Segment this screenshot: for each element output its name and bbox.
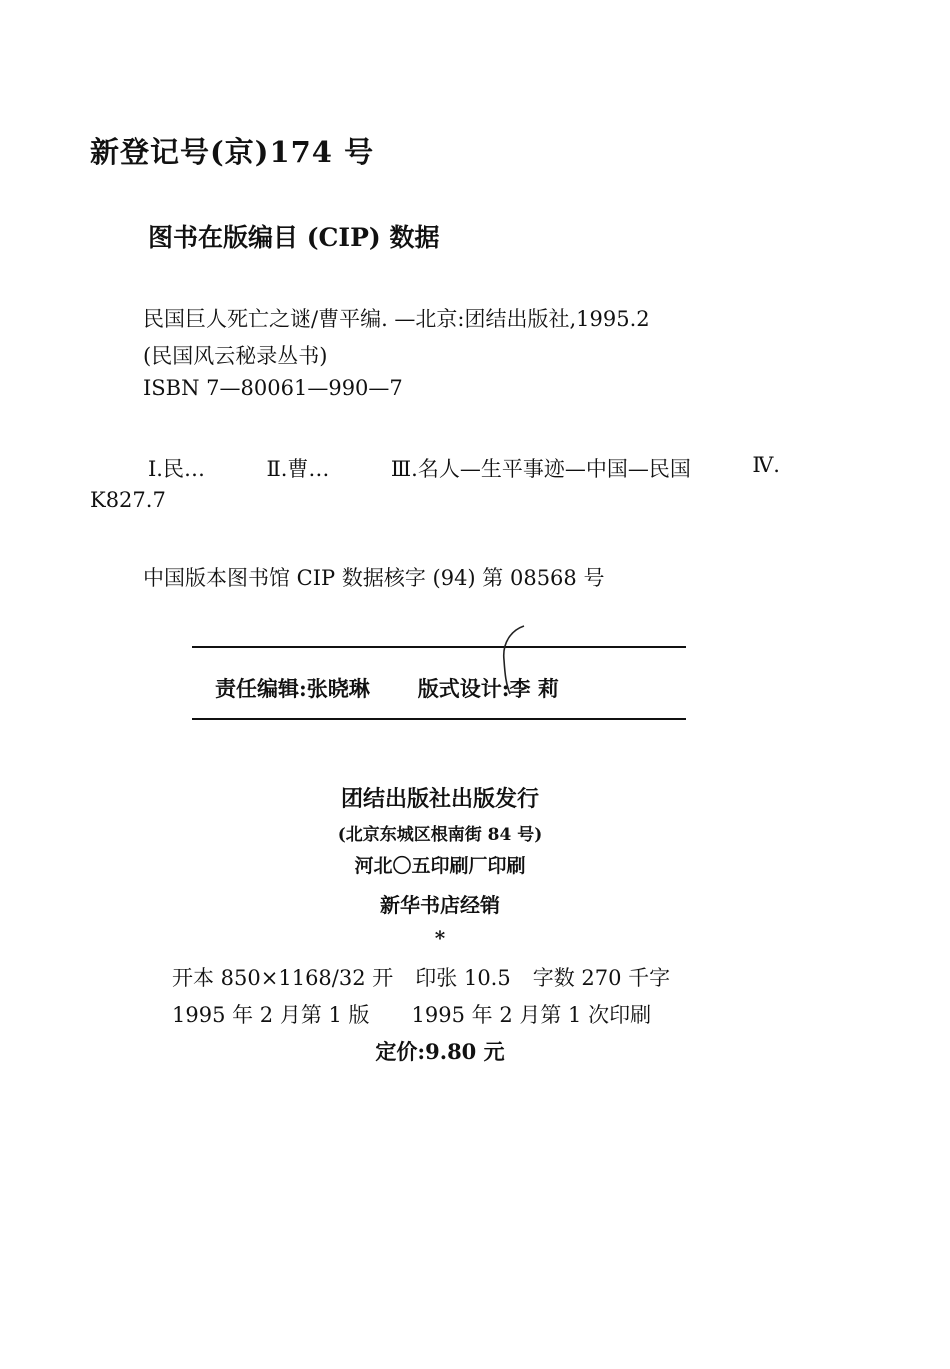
printing-date: 1995 年 2 月第 1 次印刷 [411, 1003, 652, 1027]
cip-class-code: K827.7 [90, 488, 166, 512]
layout-designer: 版式设计:李 莉 [417, 676, 559, 701]
top-divider [192, 646, 686, 648]
separator-asterisk: * [434, 926, 446, 950]
printed-sheets: 印张 10.5 [415, 966, 511, 990]
class-item-4: Ⅳ. [752, 453, 780, 477]
responsible-editor: 责任编辑:张晓琳 [215, 676, 370, 701]
bottom-divider [192, 718, 686, 720]
printer-line: 河北〇五印刷厂印刷 [354, 855, 526, 877]
registration-number: 新登记号(京)174 号 [90, 135, 375, 169]
edition-line [172, 999, 651, 1029]
publisher-address: (北京东城区根南街 84 号) [337, 825, 543, 845]
class-item-1: Ⅰ.民… [148, 457, 205, 481]
publisher-line: 团结出版社出版发行 [340, 786, 539, 812]
class-item-2: Ⅱ.曹… [266, 457, 330, 481]
pen-mark [494, 620, 534, 700]
cip-classification-line [148, 453, 780, 483]
cip-verification-line: 中国版本图书馆 CIP 数据核字 (94) 第 08568 号 [143, 566, 605, 590]
edition-date: 1995 年 2 月第 1 版 [172, 1003, 370, 1027]
cip-heading: 图书在版编目 (CIP) 数据 [148, 223, 440, 252]
word-count: 字数 270 千字 [532, 966, 671, 990]
price-line: 定价:9.80 元 [375, 1039, 505, 1064]
class-item-3: Ⅲ.名人—生平事迹—中国—民国 [390, 457, 691, 481]
cip-isbn-line: ISBN 7—80061—990—7 [143, 376, 403, 400]
distributor-line: 新华书店经销 [380, 893, 500, 917]
cip-title-line: 民国巨人死亡之谜/曹平编. —北京:团结出版社,1995.2 [143, 307, 650, 331]
format-line [172, 962, 670, 992]
book-format: 开本 850×1168/32 开 [172, 966, 394, 990]
cip-series-line: (民国风云秘录丛书) [143, 344, 328, 368]
